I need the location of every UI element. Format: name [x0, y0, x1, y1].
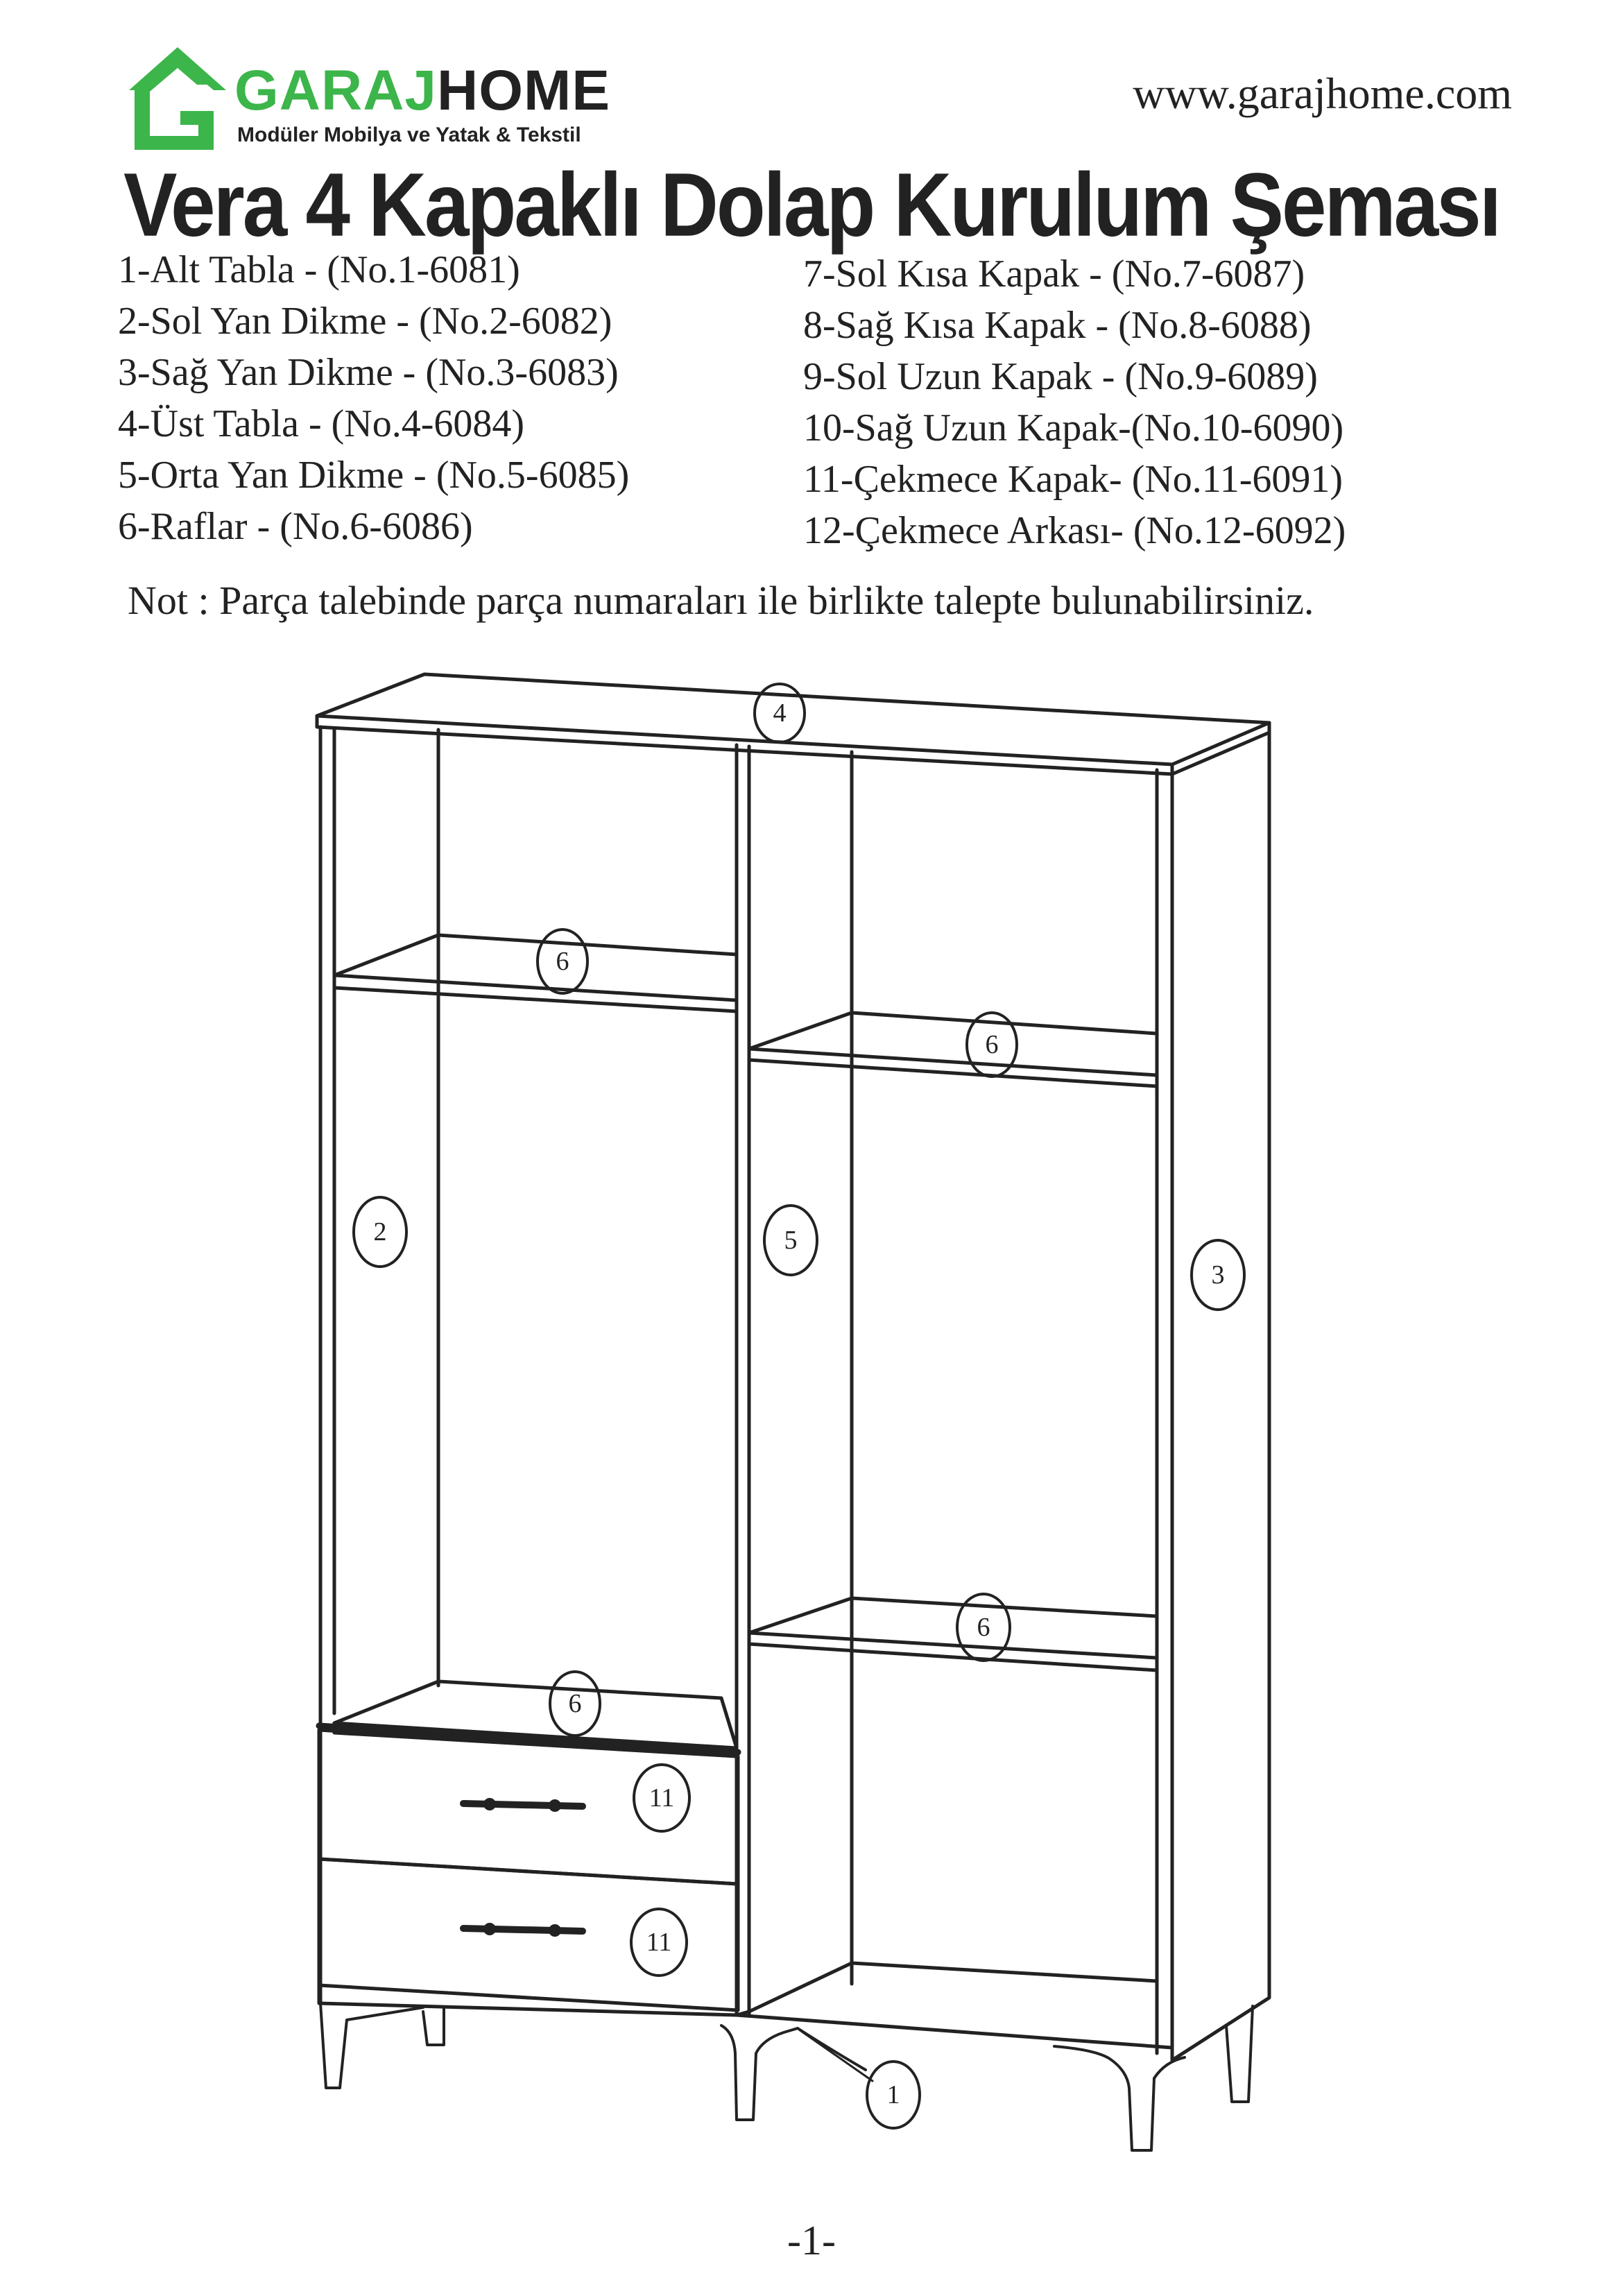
svg-text:6: 6 [985, 1030, 999, 1059]
drawer-handle-lower [463, 1924, 583, 1935]
page-title: Vera 4 Kapaklı Dolap Kurulum Şeması [123, 154, 1500, 255]
part-item: 7-Sol Kısa Kapak - (No.7-6087) [803, 252, 1305, 295]
callout-middle-side [764, 1206, 817, 1275]
left-side-panel [320, 727, 438, 2003]
svg-text:6: 6 [977, 1613, 990, 1642]
callout-drawer-upper [634, 1765, 689, 1831]
brand-part-garaj: GARAJ [234, 59, 438, 122]
svg-text:5: 5 [784, 1226, 798, 1255]
brand-part-home: HOME [437, 59, 611, 122]
middle-side-panel [737, 745, 852, 2015]
part-item: 2-Sol Yan Dikme - (No.2-6082) [118, 300, 612, 343]
part-item: 9-Sol Uzun Kapak - (No.9-6089) [803, 355, 1318, 398]
callout-shelf-right-lower [957, 1594, 1010, 1661]
part-item: 6-Raflar - (No.6-6086) [118, 505, 473, 548]
svg-text:11: 11 [646, 1928, 672, 1957]
callout-top [755, 684, 805, 742]
bottom-compartment [749, 1963, 1157, 2012]
svg-text:11: 11 [649, 1783, 675, 1813]
part-item: 4-Üst Tabla - (No.4-6084) [118, 402, 525, 445]
svg-text:2: 2 [373, 1217, 387, 1246]
callout-left-side [354, 1197, 406, 1267]
brand-tagline: Modüler Mobilya ve Yatak & Tekstil [237, 123, 581, 146]
part-item: 8-Sağ Kısa Kapak - (No.8-6088) [803, 304, 1312, 347]
legs [320, 2003, 1253, 2150]
page-number: -1- [787, 2218, 836, 2263]
callout-drawer-lower [631, 1909, 687, 1976]
part-item: 3-Sağ Yan Dikme - (No.3-6083) [118, 351, 619, 394]
callout-shelf-left-lower [550, 1672, 600, 1736]
shelf-left-upper [334, 935, 737, 1011]
callout-right-side [1192, 1240, 1244, 1310]
note-text: Not : Parça talebinde parça numaraları ile birlikte talepte bulunabilirsiniz. [128, 578, 1314, 623]
drawer-lower [319, 1859, 738, 2010]
shelf-right-upper [749, 1013, 1157, 1086]
svg-text:6: 6 [556, 947, 569, 976]
part-item: 1-Alt Tabla - (No.1-6081) [118, 248, 520, 291]
part-item: 11-Çekmece Kapak- (No.11-6091) [803, 458, 1343, 501]
svg-text:1: 1 [886, 2080, 900, 2109]
callout-shelf-left-upper [538, 929, 587, 993]
svg-text:4: 4 [773, 699, 787, 728]
svg-text:3: 3 [1211, 1260, 1225, 1290]
svg-text:6: 6 [568, 1689, 582, 1718]
shelf-right-lower [749, 1598, 1157, 1670]
website-link[interactable]: www.garajhome.com [1133, 69, 1512, 118]
drawer-handle-upper [463, 1799, 583, 1810]
part-item: 12-Çekmece Arkası- (No.12-6092) [803, 509, 1346, 552]
right-side-panel [1157, 733, 1269, 2060]
callout-bottom [867, 2062, 920, 2128]
part-item: 10-Sağ Uzun Kapak-(No.10-6090) [803, 406, 1344, 449]
part-item: 5-Orta Yan Dikme - (No.5-6085) [118, 454, 630, 497]
